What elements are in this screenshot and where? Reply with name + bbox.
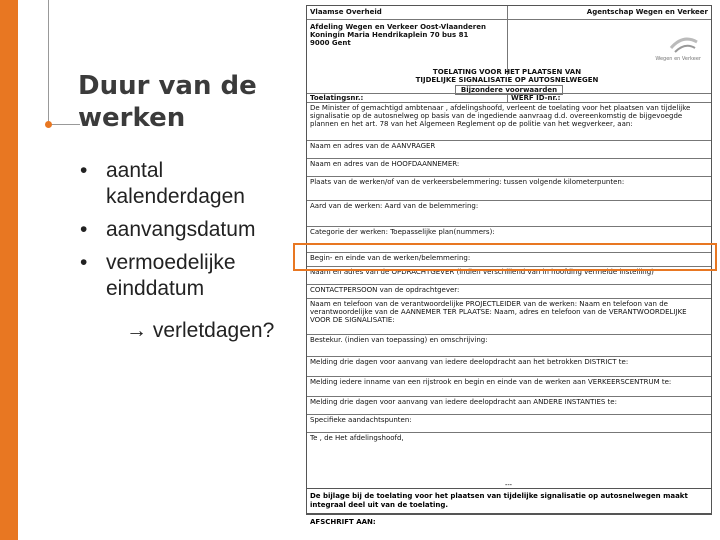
bullet-item: • vermoedelijke einddatum xyxy=(80,250,295,302)
form-address-line: Afdeling Wegen en Verkeer Oost-Vlaanderen xyxy=(310,23,486,31)
highlight-box xyxy=(293,243,717,271)
accent-dot xyxy=(45,121,52,128)
form-divider xyxy=(507,19,508,75)
logo-text: Wegen en Verkeer xyxy=(655,56,701,62)
form-row: Aard van de werken: Aard van de belemmering: xyxy=(307,200,711,226)
left-accent-bar xyxy=(0,0,18,540)
form-row: Melding iedere inname van een rijstrook en begin en einde van de werken aan VERKEERSCENTRUM te: xyxy=(307,376,711,396)
bullet-item: • aantal kalenderdagen xyxy=(80,158,295,210)
form-dash: --- xyxy=(505,482,512,489)
form-row: Naam en adres van de AANVRAGER xyxy=(307,140,711,158)
werf-id-label: WERF ID-nr.: xyxy=(507,94,560,102)
afschrift-label: AFSCHRIFT AAN: xyxy=(310,518,376,526)
bullet-list xyxy=(80,158,295,309)
form-row: Melding drie dagen voor aanvang van iedere deelopdracht aan het betrokken DISTRICT te: xyxy=(307,356,711,376)
form-divider xyxy=(507,6,508,19)
bullet-item: • aanvangsdatum xyxy=(80,217,295,243)
form-row: Begin- en einde van de werken/belemmering: xyxy=(307,252,711,266)
form-row: Naam en adres van de OPDRACHTGEVER (indien verschillend van in hoofding vermelde instelling) xyxy=(307,266,711,284)
form-row: De Minister of gemachtigd ambtenaar , afdelingshoofd, verleent de toelating voor het plaatsen van tijdelijke signalisatie op de autosnelweg op basis van de ingediende aanvraag d.d. overeenkomstig de bijgevoegde plannen en het art. 78 van het Algemeen Reglement op de politie van het wegverkeer, aan: xyxy=(307,102,711,140)
accent-horizontal-line xyxy=(50,124,80,125)
form-divider xyxy=(307,19,711,20)
form-header-left: Vlaamse Overheid xyxy=(310,8,382,16)
slide-title-line-1: Duur van de xyxy=(78,71,257,101)
form-row: CONTACTPERSOON van de opdrachtgever: xyxy=(307,284,711,298)
form-row: Melding drie dagen voor aanvang van iedere deelopdracht aan ANDERE INSTANTIES te: xyxy=(307,396,711,414)
toelatingsnr-label: Toelatingsnr.: xyxy=(310,94,364,102)
form-row: Te , de Het afdelingshoofd, xyxy=(307,432,711,462)
form-row: Naam en telefoon van de verantwoordelijke PROJECTLEIDER van de werken: Naam en telefoon van de verantwoordelijke van de AANNEMER TER PLAATSE: Naam, adres en telefoon van de VERANTWOORDELIJKE VOOR DE SIGNALISATIE: xyxy=(307,298,711,334)
form-row: Categorie der werken: Toepasselijke plan(nummers): xyxy=(307,226,711,252)
form-address-line: 9000 Gent xyxy=(310,39,351,47)
accent-vertical-line xyxy=(48,0,49,122)
slide-title xyxy=(78,70,288,134)
form-row: Plaats van de werken/of van de verkeersbelemmering: tussen volgende kilometerpunten: xyxy=(307,176,711,200)
slide-title-line-2: werken xyxy=(78,103,186,133)
bijzondere-voorwaarden-label: Bijzondere voorwaarden xyxy=(455,85,563,95)
form-address-line: Koningin Maria Hendrikaplein 70 bus 81 xyxy=(310,31,469,39)
form-row: Bestekur. (indien van toepassing) en omschrijving: xyxy=(307,334,711,356)
form-row: Naam en adres van de HOOFDAANNEMER: xyxy=(307,158,711,176)
form-address xyxy=(310,23,486,47)
form-row: Specifieke aandachtspunten: xyxy=(307,414,711,432)
form-title xyxy=(407,68,607,84)
form-header-right: Agentschap Wegen en Verkeer xyxy=(586,8,708,16)
form-footer: De bijlage bij de toelating voor het plaatsen van tijdelijke signalisatie op autosnelwegen maakt integraal deel uit van de toelating. xyxy=(306,488,712,514)
sub-bullet: → verletdagen? xyxy=(126,319,275,342)
form-title-line: TOELATING VOOR HET PLAATSEN VAN xyxy=(432,68,582,76)
form-title-line: TIJDELIJKE SIGNALISATIE OP AUTOSNELWEGEN xyxy=(415,76,599,84)
